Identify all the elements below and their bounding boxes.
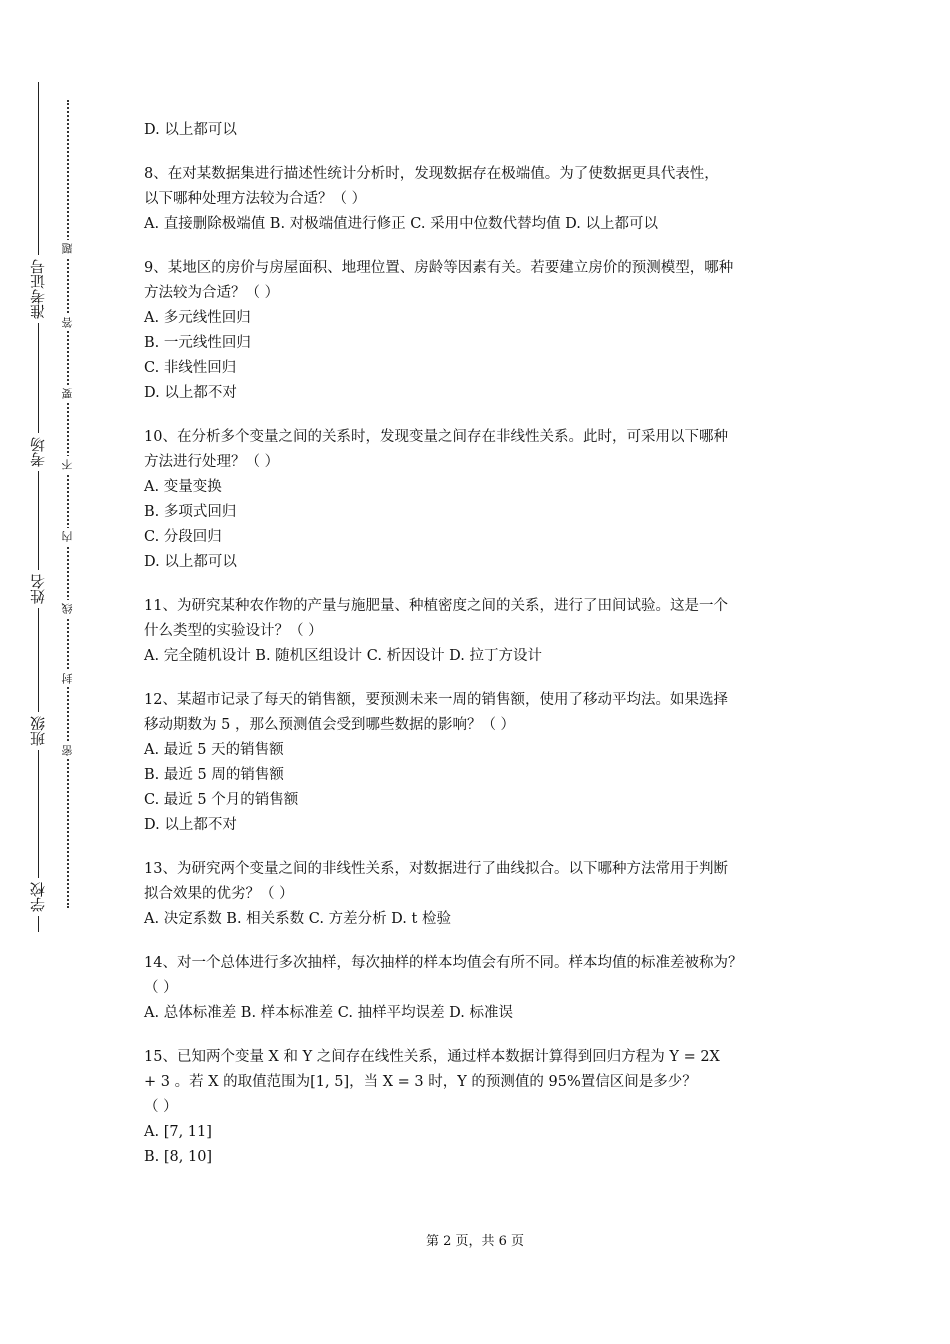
question-text: + 3 。若 X 的取值范围为[1, 5]，当 X = 3 时，Y 的预测值的 95%置信区间是多少？ [144, 1074, 697, 1090]
question-text: 什么类型的实验设计？（ ） [144, 623, 323, 639]
question-8 [144, 162, 824, 237]
binding-label-school: 学校 [22, 878, 54, 916]
binding-label-class: 班级 [22, 712, 54, 750]
binding-margin [0, 0, 120, 1344]
option: D. 以上都可以 [144, 554, 237, 570]
page-footer: 第 2 页，共 6 页 [425, 1234, 525, 1249]
binding-label-exam-room: 考场 [22, 433, 54, 471]
question-text: 14、对一个总体进行多次抽样，每次抽样的样本均值会有所不同。样本均值的标准差被称为？ [144, 955, 743, 971]
binding-solid-line [38, 82, 39, 932]
question-text: （ ） [144, 980, 178, 996]
seal-char-mi: 密 [59, 742, 77, 759]
question-text: 8、在对某数据集进行描述性统计分析时，发现数据存在极端值。为了使数据更具代表性， [144, 166, 719, 182]
question-text: 方法较为合适？（ ） [144, 285, 280, 301]
question-text: 9、某地区的房价与房屋面积、地理位置、房龄等因素有关。若要建立房价的预测模型，哪种 [144, 260, 734, 276]
option: C. 分段回归 [144, 529, 222, 545]
option: C. 非线性回归 [144, 360, 237, 376]
question-list [144, 118, 824, 1189]
question-text: （ ） [144, 1099, 178, 1115]
binding-label-name: 姓名 [22, 570, 54, 608]
binding-label-exam-id: 准考证号 [22, 255, 54, 323]
seal-char-nei: 内 [59, 528, 77, 545]
question-14 [144, 951, 824, 1026]
option: B. 最近 5 周的销售额 [144, 767, 284, 783]
seal-char-feng: 封 [59, 670, 77, 687]
question-text: 移动期数为 5 ，那么预测值会受到哪些数据的影响？（ ） [144, 717, 516, 733]
option: A. 多元线性回归 [144, 310, 251, 326]
option: A. 变量变换 [144, 479, 222, 495]
seal-char-da: 答 [59, 314, 77, 331]
option: B. [8, 10] [144, 1149, 213, 1165]
option: A. [7, 11] [144, 1124, 212, 1140]
option: C. 最近 5 个月的销售额 [144, 792, 299, 808]
binding-dotted-line [67, 100, 69, 908]
option: A. 完全随机设计 B. 随机区组设计 C. 析因设计 D. 拉丁方设计 [144, 648, 543, 664]
question-9 [144, 256, 824, 406]
option: A. 决定系数 B. 相关系数 C. 方差分析 D. t 检验 [144, 911, 451, 927]
option: B. 多项式回归 [144, 504, 237, 520]
seal-char-bu: 不 [59, 456, 77, 473]
question-10 [144, 425, 824, 575]
question-text: 以下哪种处理方法较为合适？（ ） [144, 191, 367, 207]
question-text: 13、为研究两个变量之间的非线性关系，对数据进行了曲线拟合。以下哪种方法常用于判断 [144, 861, 728, 877]
seal-char-yao: 要 [59, 385, 77, 402]
option: D. 以上都不对 [144, 817, 237, 833]
seal-char-xian: 线 [59, 600, 77, 617]
option: D. 以上都不对 [144, 385, 237, 401]
question-text: 10、在分析多个变量之间的关系时，发现变量之间存在非线性关系。此时，可采用以下哪种 [144, 429, 728, 445]
option: A. 总体标准差 B. 样本标准差 C. 抽样平均误差 D. 标准误 [144, 1005, 514, 1021]
option: A. 直接删除极端值 B. 对极端值进行修正 C. 采用中位数代替均值 D. 以上都可以 [144, 216, 659, 232]
question-text: 拟合效果的优劣？（ ） [144, 886, 294, 902]
seal-char-ti: 题 [59, 240, 77, 257]
question-text: 15、已知两个变量 X 和 Y 之间存在线性关系，通过样本数据计算得到回归方程为 Y = 2X [144, 1049, 720, 1065]
question-15 [144, 1045, 824, 1170]
option: D. 以上都可以 [144, 122, 237, 138]
question-7-tail [144, 118, 824, 143]
question-text: 12、某超市记录了每天的销售额，要预测未来一周的销售额，使用了移动平均法。如果选择 [144, 692, 728, 708]
question-12 [144, 688, 824, 838]
question-13 [144, 857, 824, 932]
option: B. 一元线性回归 [144, 335, 251, 351]
question-text: 11、为研究某种农作物的产量与施肥量、种植密度之间的关系，进行了田间试验。这是一个 [144, 598, 728, 614]
question-11 [144, 594, 824, 669]
option: A. 最近 5 天的销售额 [144, 742, 284, 758]
question-text: 方法进行处理？（ ） [144, 454, 280, 470]
